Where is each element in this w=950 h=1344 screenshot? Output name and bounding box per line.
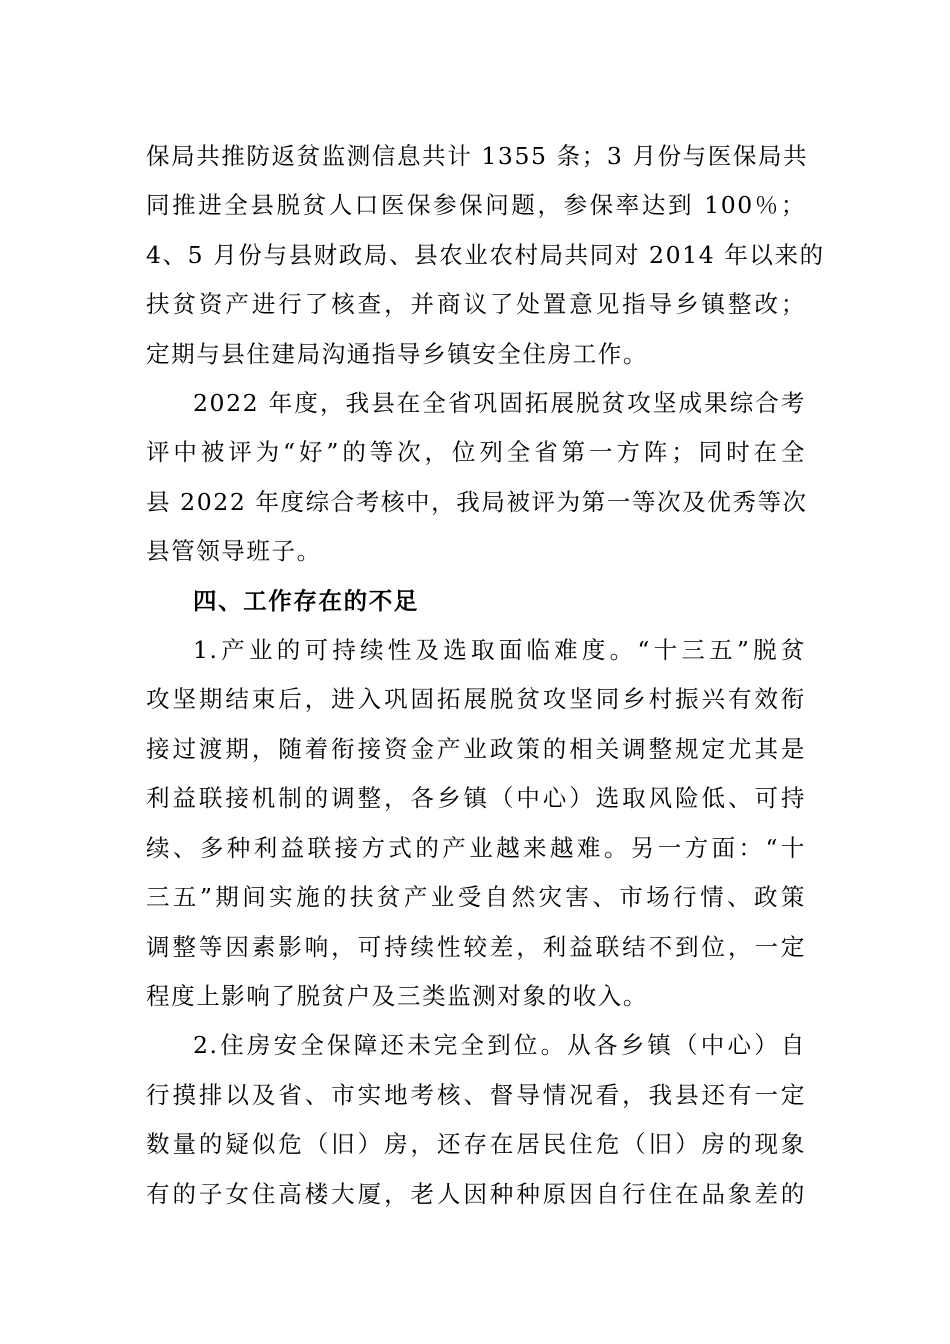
text-line: 数量的疑似危（旧）房，还存在居民住危（旧）房的现象 xyxy=(146,1130,806,1159)
text-line: 调整等因素影响，可持续性较差，利益联结不到位，一定 xyxy=(146,932,806,961)
text-line: 县管领导班子。 xyxy=(146,537,322,566)
text-line: 定期与县住建局沟通指导乡镇安全住房工作。 xyxy=(146,339,648,368)
text-line: 有的子女住高楼大厦，老人因种种原因自行住在品象差的 xyxy=(146,1179,806,1208)
paragraph-2022-evaluation xyxy=(146,379,806,577)
text-line: 评中被评为“好”的等次，位列全省第一方阵；同时在全 xyxy=(146,438,806,467)
text-line: 行摸排以及省、市实地考核、督导情况看，我县还有一定 xyxy=(146,1080,806,1109)
document-page xyxy=(146,132,825,1219)
text-line: 攻坚期结束后，进入巩固拓展脱贫攻坚同乡村振兴有效衔 xyxy=(146,685,806,714)
section-heading-shortcomings xyxy=(146,577,806,626)
text-line: 程度上影响了脱贫户及三类监测对象的收入。 xyxy=(146,981,648,1010)
text-line: 保局共推防返贫监测信息共计 1355 条；3 月份与医保局共 xyxy=(146,142,809,170)
text-line: 4、5 月份与县财政局、县农业农村局共同对 2014 年以来的 xyxy=(146,240,825,269)
paragraph-housing-safety xyxy=(146,1021,806,1219)
text-line: 同推进全县脱贫人口医保参保问题，参保率达到 100％； xyxy=(146,191,806,220)
text-line: 四、工作存在的不足 xyxy=(193,586,419,615)
text-line: 扶贫资产进行了核查，并商议了处置意见指导乡镇整改； xyxy=(146,290,806,319)
paragraph-industry-sustainability xyxy=(146,626,806,1021)
text-line: 2.住房安全保障还未完全到位。从各乡镇（中心）自 xyxy=(193,1031,806,1060)
text-line: 1.产业的可持续性及选取面临难度。“十三五”脱贫 xyxy=(193,636,806,665)
text-line: 续、多种利益联接方式的产业越来越难。另一方面：“十 xyxy=(146,833,806,862)
text-line: 接过渡期，随着衔接资金产业政策的相关调整规定尤其是 xyxy=(146,734,806,763)
text-line: 利益联接机制的调整，各乡镇（中心）选取风险低、可持 xyxy=(146,784,806,813)
text-line: 2022 年度，我县在全省巩固拓展脱贫攻坚成果综合考 xyxy=(193,389,806,418)
text-line: 县 2022 年度综合考核中，我局被评为第一等次及优秀等次 xyxy=(146,487,808,516)
text-line: 三五”期间实施的扶贫产业受自然灾害、市场行情、政策 xyxy=(146,883,806,912)
paragraph-intro-continuation xyxy=(146,132,825,379)
